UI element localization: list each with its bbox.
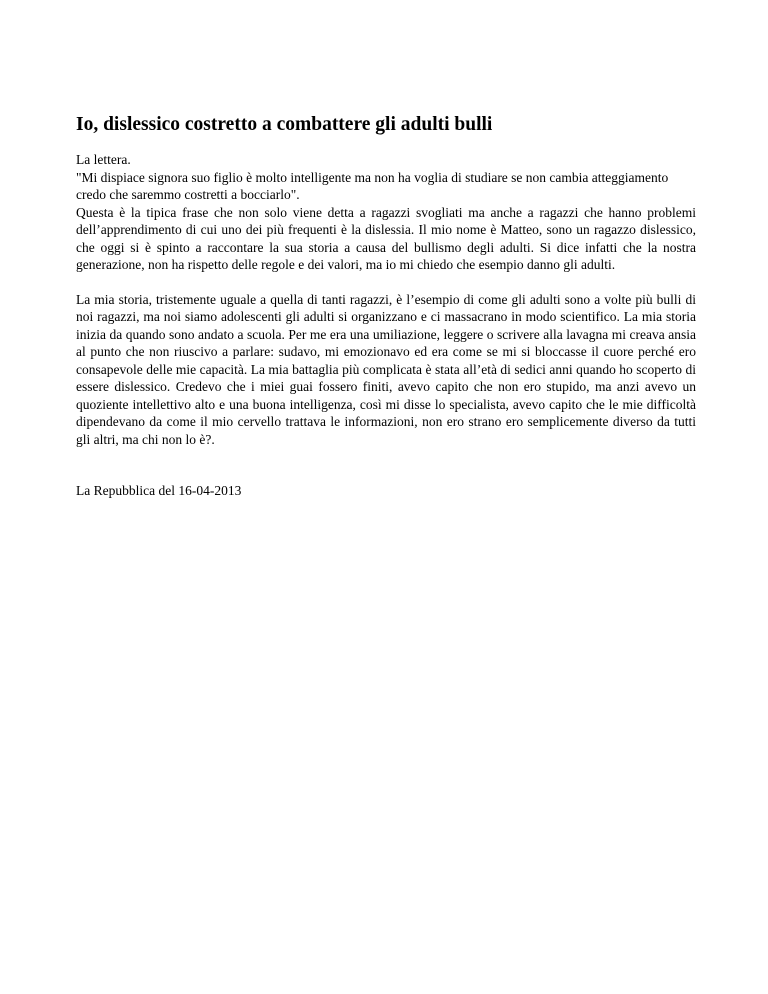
- paragraph-1: Questa è la tipica frase che non solo viene detta a ragazzi svogliati ma anche a ragazzi che hanno problemi dell’apprendimento di cui uno dei più frequenti è la dislessia. Il mio nome è Matteo, sono un ragazzo dislessico, che oggi si è spinto a raccontare la sua storia a causa del bullismo degli adulti. Si dice infatti che la nostra generazione, non ha rispetto delle regole e dei valori, ma io mi chiedo che esempio danno gli adulti.: [76, 204, 696, 272]
- document-page: [76, 112, 696, 500]
- intro-label: La lettera.: [76, 152, 131, 167]
- story-section: [76, 291, 696, 449]
- paragraph-2: La mia storia, tristemente uguale a quella di tanti ragazzi, è l’esempio di come gli adulti sono a volte più bulli di noi ragazzi, ma noi siamo adolescenti gli adulti si organizzano e ci massacrano in modo scientifico. La mia storia inizia da quando sono andato a scuola. Per me era una umiliazione, leggere o scrivere alla lavagna mi creava ansia al punto che non riuscivo a parlare: sudavo, mi emozionavo ed era come se mi si bloccasse il cuore perché ero consapevole delle mie capacità. La mia battaglia più complicata è stata all’età di sedici anni quando ho scoperto di essere dislessico. Credevo che i miei guai fossero finiti, avevo capito che non ero stupido, ma anzi avevo un quoziente intellettivo alto e una buona intelligenza, così mi disse lo specialista, avevo capito che le mie difficoltà dipendevano da come il mio cervello trattava le informazioni, non ero strano ero semplicemente diverso da tutti gli altri, ma chi non lo è?.: [76, 291, 696, 447]
- article-title: Io, dislessico costretto a combattere gli adulti bulli: [76, 114, 493, 135]
- teacher-quote: "Mi dispiace signora suo figlio è molto intelligente ma non ha voglia di studiare se non cambia atteggiamento credo che saremmo costretti a bocciarlo".: [76, 169, 669, 202]
- letter-intro: [76, 151, 696, 274]
- source-line: La Repubblica del 16-04-2013: [76, 483, 242, 498]
